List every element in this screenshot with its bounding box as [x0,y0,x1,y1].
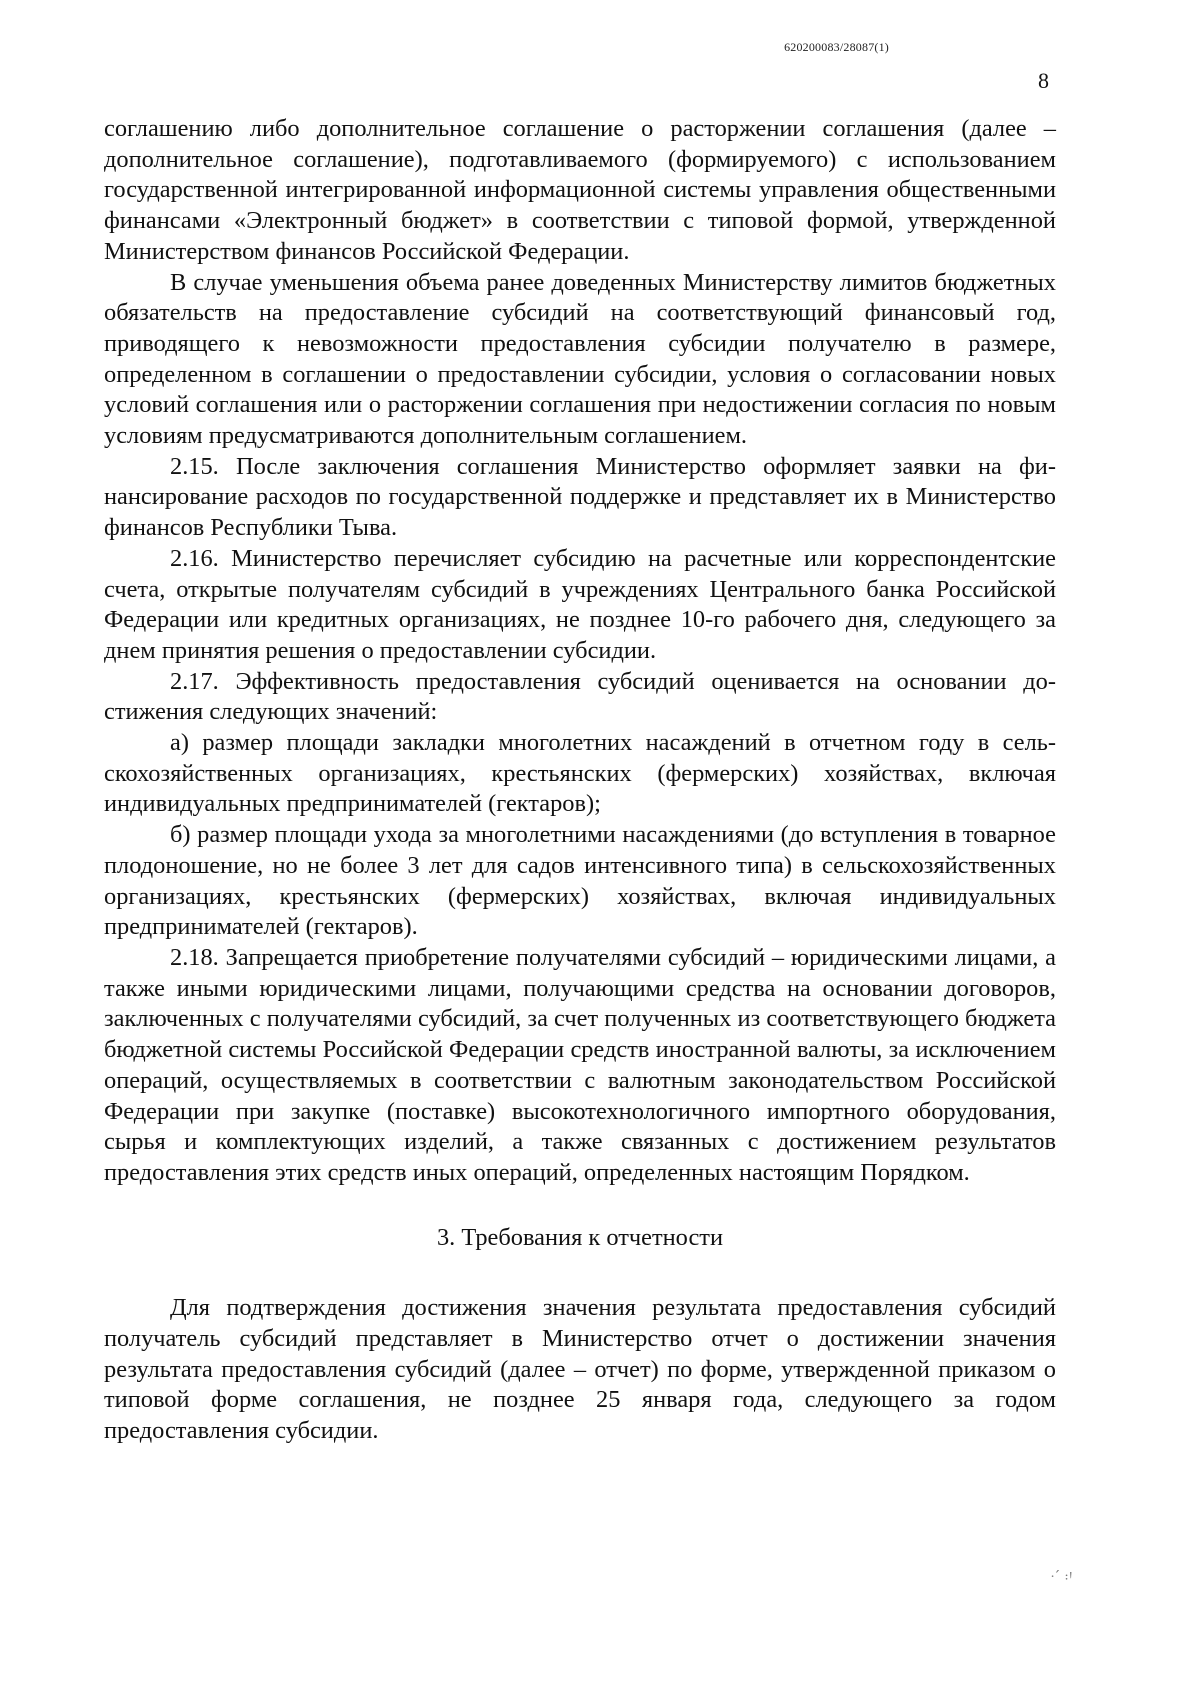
document-body [104,114,1056,1447]
section-heading: 3. Требования к отчетности [436,1223,724,1251]
paragraph-item-b: б) размер площади ухода за многолетними насаждениями (до вступления в товарное плодоношение, но не более 3 лет для садов интенсивного типа) в сельскохозяйственных организациях, крестьянских (фермерских) хозяйствах, включая индивидуальных предпринимателей (гектаров). [104,821,1056,941]
paragraph-budget-limits: В случае уменьшения объема ранее доведенных Министерству лимитов бюджетных обязательств на предоставление субсидий на соответствующий финансовый год, приводящего к невозможности предоставления субсидии получателю в размере, определенном в соглашении о предоставлении субсидии, условия о согласовании новых условий соглашения или о расторжении соглашения при недостижении согласия по новым условиям предусматриваются дополнительным соглашением. [104,268,1056,450]
paragraph-2-18: 2.18. Запрещается приобретение получателями субсидий – юридическими лицами, а также иными юридическими лицами, получающими средства на основании договоров, заключенных с получателями субсидий, за счет полученных из соответствующего бюджета бюджетной системы Российской Федерации средств иностранной валюты, за исключением операций, осуществляемых в соответствии с валютным законодательством Российской Федерации при закупке (поставке) высокотехнологичного импортного оборудования, сырья и комплектующих изделий, а также связанных с достижением результатов предоставления этих средств иных операций, определенных настоящим Порядком. [104,943,1056,1186]
page-number: 8 [1038,68,1049,93]
document-id: 620200083/28087(1) [784,40,889,54]
paragraph-2-16: 2.16. Министерство перечисляет субсидию на расчетные или корреспондентские счета, открытые получателям субсидий в учреждениях Центрального банка Российской Федерации или кредитных организациях, не позднее 10-го рабочего дня, следующего за днем принятия решения о предоставлении субсидии. [104,544,1056,664]
paragraph-2-17: 2.17. Эффективность предоставления субсидий оценивается на основании достижения следующих значений: [104,667,1056,726]
paragraph-2-15: 2.15. После заключения соглашения Министерство оформляет заявки на финансирование расходов по государственной поддержке и представляет их в Министерство финансов Республики Тыва. [104,452,1056,542]
paragraph-reporting: Для подтверждения достижения значения результата предоставления субсидий получатель субсидий представляет в Министерство отчет о достижении значения результата предоставления субсидий (далее – отчет) по форме, утвержденной приказом о типовой форме соглашения, не позднее 25 января года, следующего за годом предоставления субсидии. [104,1294,1056,1445]
paragraph-continuation: соглашению либо дополнительное соглашение о расторжении соглашения (далее – дополнительное соглашение), подготавливаемого (формируемого) с использованием государственной интегрированной информационной системы управления общественными финансами «Электронный бюджет» в соответствии с типовой формой, утвержденной Министерством финансов Российской Федерации. [104,115,1056,265]
paragraph-item-a: а) размер площади закладки многолетних насаждений в отчетном году в сельскохозяйственных организациях, крестьянских (фермерских) хозяйствах, включая индивидуальных предпринимателей (гектаров); [104,729,1056,818]
scan-artifact-mark: ·՛ ꞉Ꞌ [1050,1570,1073,1585]
